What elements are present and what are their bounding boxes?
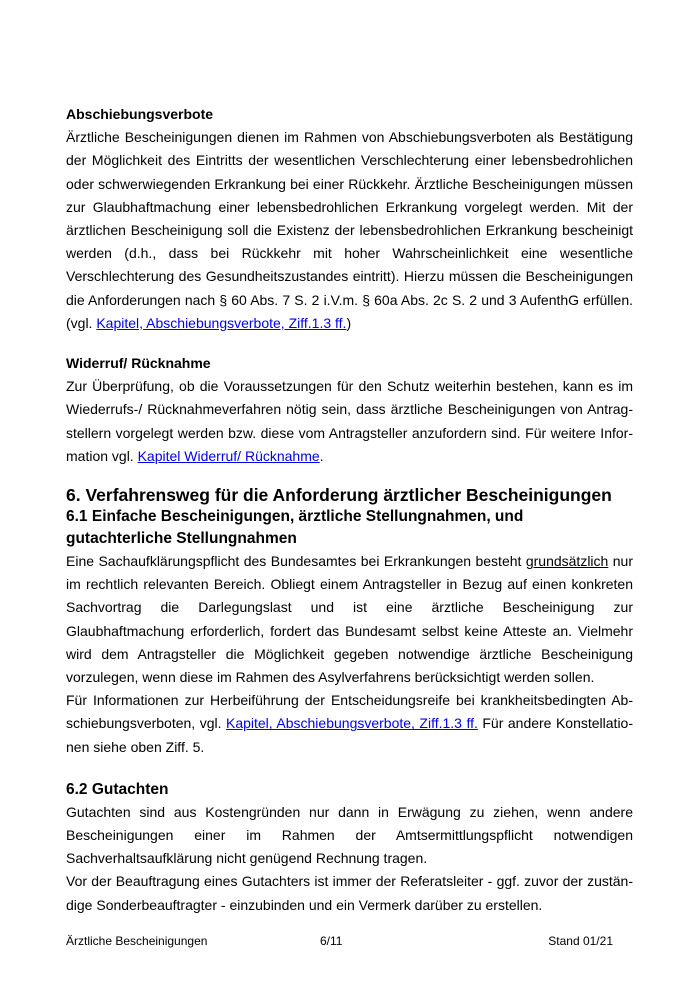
section-title-abschiebungsverbote: Abschiebungsverbote	[66, 106, 214, 122]
paragraph-tail: .	[319, 447, 324, 464]
paragraph-text: Ärztliche Bescheinigungen dienen im Rahmen von Abschiebungsverboten als Bestätigung der Möglichkeit des Eintritts der wesentlichen Verschlechterung einer lebensbedrohlichen oder schwerwiegenden Erkrankung bei einer Rückkehr. Ärztliche Bescheinigungen müssen zur Glaubhaftmachung einer lebensbedrohlichen Erkrankung vorgelegt werden. Mit der ärztlichen Bescheinigung soll die Existenz der lebensbedrohlichen Erkrankung bescheinigt werden (d.h., dass bei Rückkehr mit hoher Wahrscheinlichkeit eine wesentliche Verschlechterung des Gesundheitszustandes eintritt). Hierzu müssen die Bescheinigungen die Anforderungen nach § 60 Abs. 7 S. 2 i.V.m. § 60a Abs. 2c S. 2 und 3 AufenthG erfüllen. (vgl.	[66, 129, 633, 331]
paragraph-text: Zur Überprüfung, ob die Voraussetzungen für den Schutz weiterhin bestehen, kann es im Wiederrufs-/ Rücknahmeverfahren nötig sein, dass ärztliche Bescheinigungen von Antragstellern vorgelegt werden bzw. diese vom Antragsteller anzufordern sind. Für weitere Information vgl.	[66, 378, 633, 464]
paragraph-widerruf	[66, 375, 633, 468]
underlined-grundsaetzlich: grundsätzlich	[525, 553, 609, 570]
paragraph-text: Für Informationen zur Herbeiführung der Entscheidungsreife bei krankheitsbedingten Abschiebungsverboten, vgl.	[66, 692, 633, 732]
paragraph-tail: )	[346, 314, 352, 331]
footer-page-number: 6/11	[320, 934, 343, 948]
paragraph-entscheidungsreife	[66, 689, 633, 759]
heading-6-verfahrensweg: 6. Verfahrensweg für die Anforderung ärztlicher Bescheinigungen	[66, 485, 612, 506]
paragraph-text: Für andere Konstellationen siehe oben Ziff. 5.	[66, 715, 634, 755]
section-title-widerruf: Widerruf/ Rücknahme	[66, 355, 211, 372]
paragraph-gutachten-1: Gutachten sind aus Kostengründen nur dann in Erwägung zu ziehen, wenn andere Bescheinigungen einer im Rahmen der Amtsermittlungspflicht notwendigen Sachverhaltsaufklärung nicht genügend Rechnung tragen.	[66, 803, 633, 867]
footer-version: Stand 01/21	[548, 934, 613, 948]
link-kapitel-abschiebungsverbote[interactable]: Kapitel, Abschiebungsverbote, Ziff.1.3 ff.	[96, 314, 347, 331]
paragraph-abschiebungsverbote	[66, 126, 633, 335]
paragraph-text: Eine Sachaufklärungspflicht des Bundesamtes bei Erkrankungen besteht	[66, 553, 526, 570]
heading-6-2-gutachten: 6.2 Gutachten	[66, 780, 169, 798]
heading-6-1-bescheinigungen: 6.1 Einfache Bescheinigungen, ärztliche Stellungnahmen, und gutachterliche Stellungnahmen	[66, 508, 524, 548]
paragraph-text: nur im rechtlich relevanten Bereich. Obliegt einem Antragsteller in Bezug auf einen konkreten Sachvortrag die Darlegungslast und ist eine ärztliche Bescheinigung zur Glaubhaftmachung erforderlich, fordert das Bundesamt selbst keine Atteste an. Vielmehr wird dem Antragsteller die Möglichkeit gegeben notwendige ärztliche Bescheinigung vorzulegen, wenn diese im Rahmen des Asylverfahrens berücksichtigt werden sollen.	[66, 553, 634, 686]
page-content	[66, 103, 633, 917]
paragraph-sachaufklaerung	[66, 550, 633, 689]
footer-document-title: Ärztliche Bescheinigungen	[66, 934, 208, 948]
link-kapitel-widerruf[interactable]: Kapitel Widerruf/ Rücknahme	[137, 447, 320, 464]
paragraph-gutachten-2: Vor der Beauftragung eines Gutachters ist immer der Referatsleiter - ggf. zuvor der zuständige Sonderbeauftragter - einzubinden und ein Vermerk darüber zu erstellen.	[66, 873, 633, 913]
link-kapitel-abschiebungsverbote-2[interactable]: Kapitel, Abschiebungsverbote, Ziff.1.3 ff.	[225, 715, 478, 732]
